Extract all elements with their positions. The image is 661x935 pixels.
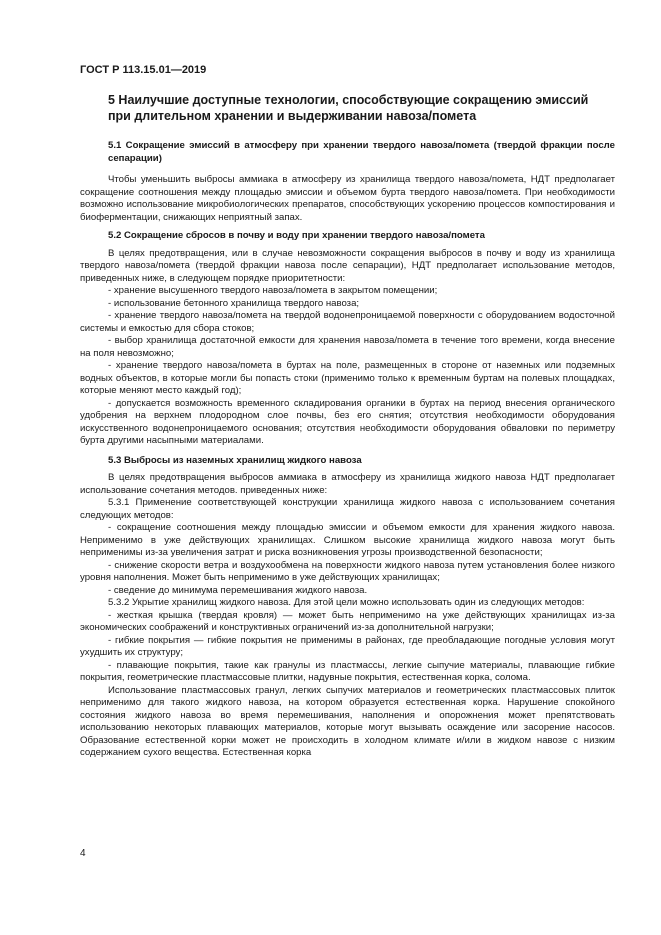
list-item: - допускается возможность временного складирования органики в буртах на период внесения органического удобрения на верхнем плодородном слое почвы, без его снятия; отсутствия необходимости оборудования искусственного водонепроницаемого основания; отсутствия необходимости оборудования обваловки по периметру бурта другими насыпными материалами. (80, 397, 615, 446)
list-item: - сокращение соотношения между площадью эмиссии и объемом емкости для хранения жидкого навоза. Неприменимо в уже действующих хранилищах. Слишком высокие хранилища жидкого навоза могут быть неприменимы из-за увеличения затрат и риска возникновения угрозы производственной безопасности; (80, 522, 615, 558)
document-header: ГОСТ Р 113.15.01—2019 (80, 64, 207, 76)
list-item: - снижение скорости ветра и воздухообмена на поверхности жидкого навоза путем установления более низкого уровня наполнения. Может быть неприменимо в уже действующих хранилищах; (80, 559, 615, 583)
paragraph: Использование пластмассовых гранул, легких сыпучих материалов и геометрических пластмассовых плиток неприменимо для такого жидкого навоза, на котором образуется естественная корка. Нарушение спокойного состояния жидкого навоза во время перемешивания, наполнения и опорожнения может препятствовать использованию некоторых плавающих материалов, которые могут вызывать осаждение или засорение насосов. Образование естественной корки может не происходить в холодном климате и/или в жидком навозе с низким содержанием сухого вещества. Естественная корка (80, 684, 615, 758)
list-item: - сведение до минимума перемешивания жидкого навоза. (108, 584, 368, 596)
paragraph: Чтобы уменьшить выбросы аммиака в атмосферу из хранилища твердого навоза/помета, НДТ предполагает сокращение соотношения между площадью эмиссии и объемом бурта твердого навоза/помета. При необходимости возможно использование микробиологических препаратов, способствующих ускорению процессов компостирования и биоферментации, снижающих неприятный запах. (80, 174, 615, 223)
list-item: - хранение твердого навоза/помета в буртах на поле, размещенных в стороне от наземных или подземных водных объектов, в которые могли бы попасть стоки (применимо только к временным буртам на полевых площадках, которые меняют место каждый год); (80, 360, 615, 396)
section-title: 5 Наилучшие доступные технологии, способствующие сокращению эмиссий при длительном хранении и выдерживании навоза/помета (108, 93, 589, 123)
list-item: - использование бетонного хранилища твердого навоза; (108, 297, 360, 309)
subsection-5-2-heading: 5.2 Сокращение сбросов в почву и воду при хранении твердого навоза/помета (108, 230, 485, 241)
list-item: - жесткая крышка (твердая кровля) — может быть неприменимо на уже действующих хранилищах из-за экономических соображений и конструктивных ограничений из-за дополнительной нагрузки; (80, 609, 615, 633)
paragraph: В целях предотвращения выбросов аммиака в атмосферу из хранилища жидкого навоза НДТ предполагает использование сочетания методов. приведенных ниже: (80, 472, 615, 496)
subsection-5-1-heading: 5.1 Сокращение эмиссий в атмосферу при хранении твердого навоза/помета (твердой фракции после сепарации) (108, 140, 615, 164)
list-item: - гибкие покрытия — гибкие покрытия не применимы в районах, где преобладающие погодные условия могут ухудшить их структуру; (80, 634, 615, 658)
subsection-5-3-heading: 5.3 Выбросы из наземных хранилищ жидкого навоза (108, 454, 362, 466)
list-item: - выбор хранилища достаточной емкости для хранения навоза/помета в течение того времени, когда внесение на поля невозможно; (80, 335, 615, 359)
list-item: - плавающие покрытия, такие как гранулы из пластмассы, легкие сыпучие материалы, плавающие гибкие покрытия, геометрические пластмассовые плитки, надувные покрытия, естественная корка, солома. (80, 659, 615, 683)
list-item: - хранение высушенного твердого навоза/помета в закрытом помещении; (108, 285, 438, 296)
paragraph-5-3-2: 5.3.2 Укрытие хранилищ жидкого навоза. Для этой цели можно использовать один из следующих методов: (108, 597, 585, 608)
page-number: 4 (80, 848, 86, 859)
list-item: - хранение твердого навоза/помета на твердой водонепроницаемой поверхности с оборудованием водосточной системы и емкостью для сбора стоков; (80, 310, 615, 334)
paragraph-5-3-1: 5.3.1 Применение соответствующей конструкции хранилища жидкого навоза с использованием сочетания следующих методов: (80, 497, 615, 521)
paragraph: В целях предотвращения, или в случае невозможности сокращения выбросов в почву и воду из хранилища твердого навоза/помета (твердой фракции навоза после сепарации), НДТ предполагает использование методов, приведенных ниже, в следующем порядке приоритетности: (80, 247, 615, 284)
document-body (80, 140, 615, 760)
